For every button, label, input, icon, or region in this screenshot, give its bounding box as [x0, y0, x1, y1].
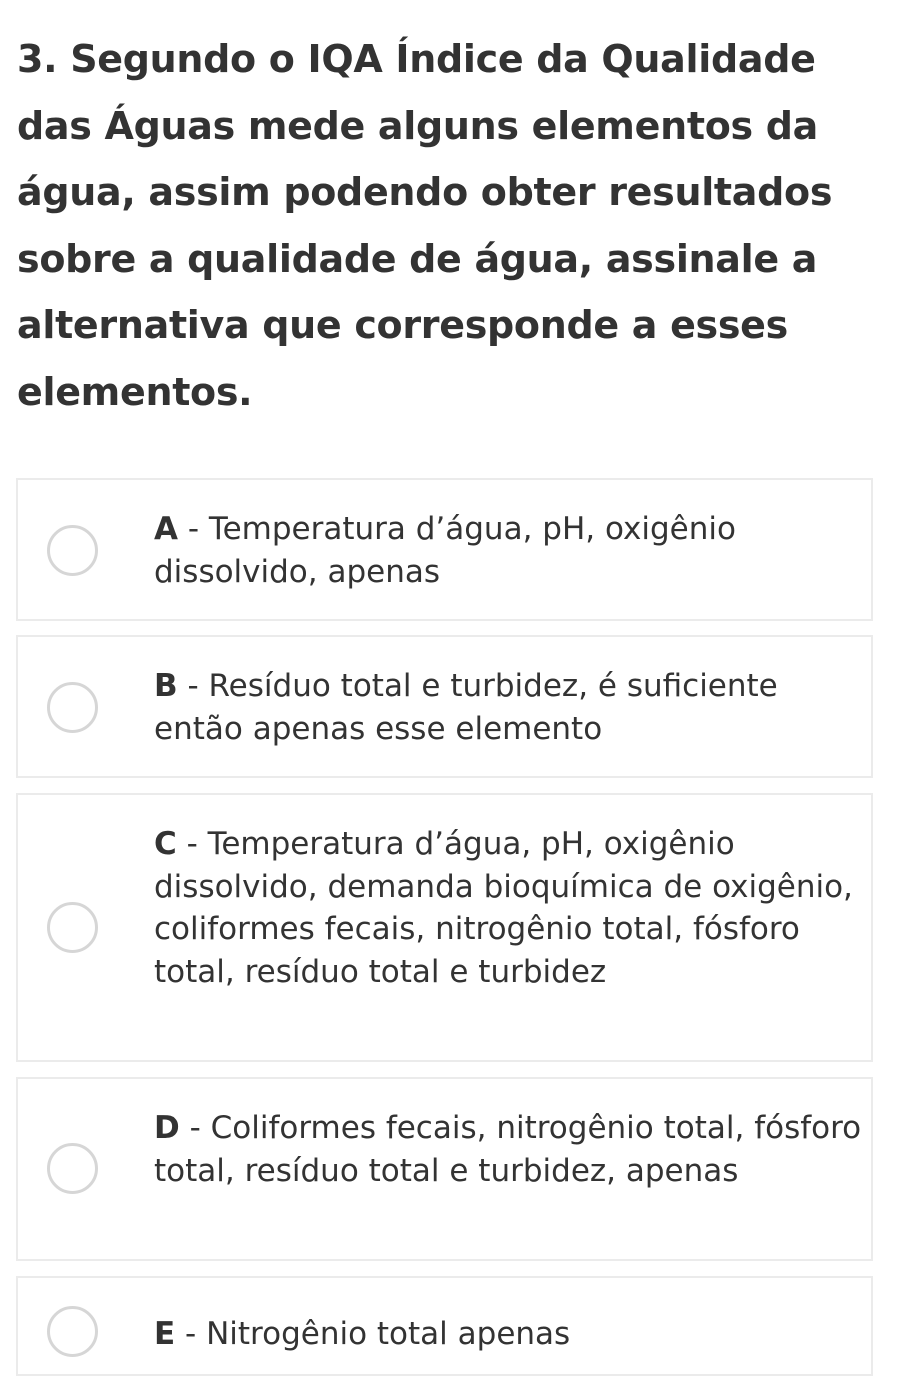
option-b[interactable] [16, 635, 873, 778]
option-a[interactable] [16, 478, 873, 621]
option-a-letter: A [154, 511, 178, 547]
option-a-label: - Temperatura d’água, pH, oxigênio dissolvido, apenas [154, 511, 736, 590]
option-d-letter: D [154, 1110, 180, 1146]
option-e[interactable] [16, 1276, 873, 1376]
option-e-letter: E [154, 1316, 176, 1352]
option-e-text [154, 1313, 864, 1356]
option-e-label: - Nitrogênio total apenas [175, 1316, 571, 1352]
option-d-text [154, 1107, 864, 1192]
option-d-label: - Coliformes fecais, nitrogênio total, fósforo total, resíduo total e turbidez, apenas [154, 1110, 862, 1189]
option-b-label: - Resíduo total e turbidez, é suficiente então apenas esse elemento [154, 668, 778, 747]
radio-e-icon[interactable] [47, 1306, 98, 1357]
radio-a-icon[interactable] [47, 525, 98, 576]
option-c-label: - Temperatura d’água, pH, oxigênio dissolvido, demanda bioquímica de oxigênio, coliformes fecais, nitrogênio total, fósforo total, resíduo total e turbidez [154, 826, 853, 990]
option-b-letter: B [154, 668, 178, 704]
radio-b-icon[interactable] [47, 682, 98, 733]
option-a-text [154, 508, 864, 593]
option-c[interactable] [16, 793, 873, 1062]
option-d[interactable] [16, 1077, 873, 1261]
radio-d-icon[interactable] [47, 1143, 98, 1194]
option-c-letter: C [154, 826, 177, 862]
option-b-text [154, 665, 864, 750]
radio-c-icon[interactable] [47, 902, 98, 953]
question-text: 3. Segundo o IQA Índice da Qualidade das Águas mede alguns elementos da água, assim podendo obter resultados sobre a qualidade de água, assinale a alternativa que corresponde a esses elementos. [17, 37, 833, 414]
option-c-text [154, 823, 864, 993]
